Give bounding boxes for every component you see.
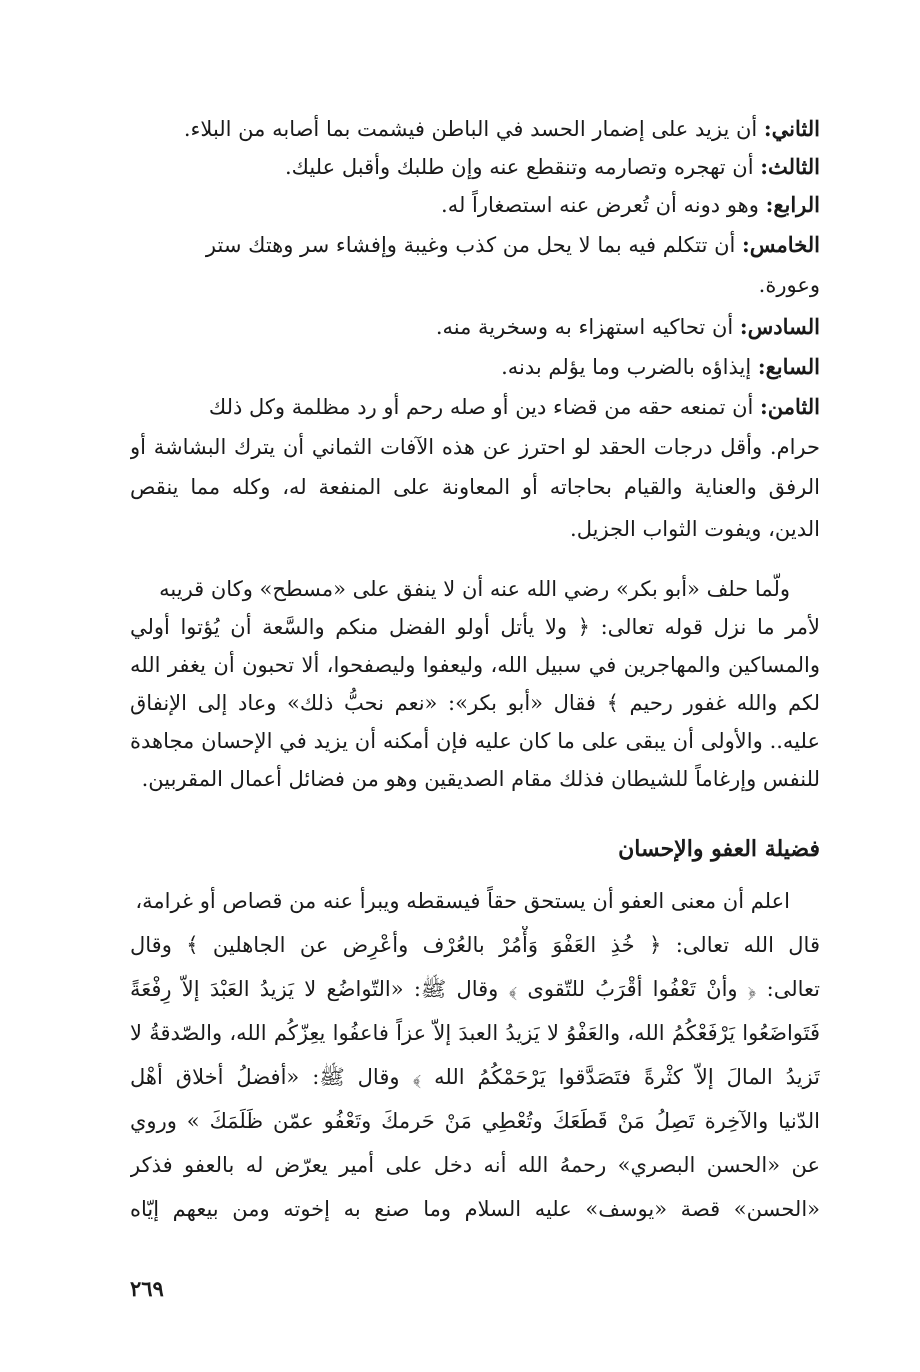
paragraph-line: اعلم أن معنى العفو أن يستحق حقاً فيسقطه ويبرأ عنه من قصاص أو غرامة،: [135, 889, 790, 913]
list-item-label: الثالث:: [760, 154, 820, 179]
list-item: [441, 186, 820, 224]
list-item-label: الرابع:: [765, 192, 820, 217]
list-item: [184, 110, 820, 148]
list-item-text: أن تمنعه حقه من قضاء دين أو صله رحم أو رد مظلمة وكل ذلك: [208, 395, 761, 419]
paragraph-line: الرفق والعناية والقيام بحاجاته أو المعاونة على المنفعة له، وكله مما ينقص: [130, 475, 820, 499]
list-item-text: أن تحاكيه استهزاء به وسخرية منه.: [435, 315, 740, 339]
paragraph-line: الدّنيا والآخِرة تَصِلُ مَنْ قَطَعَكَ وتُعْطِي مَنْ حَرمكَ وتَعْفُو عمّن ظَلَمَكَ » وروي: [130, 1109, 820, 1133]
paragraph-line: قال الله تعالى: ﴿ خُذِ العَفْوَ وَأْمُرْ بالعُرْف وأعْرِض عن الجاهلين ﴾ وقال: [130, 933, 820, 957]
list-item-text: أن تهجره وتصارمه وتنقطع عنه وإن طلبك وأقبل عليك.: [284, 155, 761, 179]
list-item: [501, 348, 820, 386]
list-item: [436, 308, 820, 346]
paragraph-line: للنفس وإرغاماً للشيطان فذلك مقام الصديقين وهو من فضائل أعمال المقربين.: [141, 767, 820, 791]
list-item-text: وهو دونه أن تُعرض عنه استصغاراً له.: [441, 193, 766, 217]
paragraph-line: ولّما حلف «أبو بكر» رضي الله عنه أن لا ينفق على «مسطح» وكان قريبه: [159, 577, 790, 601]
paragraph-line: تعالى: ﴿ وأنْ تَعْفُوا أقْرَبُ للتّقوى ﴾ وقال ﷺ: «التّواضُع لا يَزيدُ العَبْدَ إلاّ رِفْعَةً: [130, 977, 820, 1001]
list-item: [285, 148, 820, 186]
list-item-text: وعورة.: [758, 273, 820, 297]
list-item-label: السادس:: [739, 314, 820, 339]
list-item-label: السابع:: [757, 354, 820, 379]
list-item-text: أن تتكلم فيه بما لا يحل من كذب وغيبة وإفشاء سر وهتك ستر: [205, 233, 743, 257]
list-item: [206, 226, 820, 264]
paragraph-line: الدين، ويفوت الثواب الجزيل.: [570, 517, 820, 541]
page-number: ٢٦٩: [130, 1276, 164, 1301]
list-item-continuation: [759, 266, 820, 304]
list-item-text: أن يزيد على إضمار الحسد في الباطن فيشمت بما أصابه من البلاء.: [183, 117, 764, 141]
paragraph-line: «الحسن» قصة «يوسف» عليه السلام وما صنع به إخوته ومن بيعهم إيّاه: [130, 1197, 820, 1221]
paragraph-line: تَزيدُ المالَ إلاّ كثْرةً فتَصَدَّقوا يَرْحَمْكُمُ الله ﴾ وقال ﷺ: «أفضلُ أخلاق أهْل: [130, 1065, 820, 1089]
section-heading: فضيلة العفو والإحسان: [618, 836, 820, 862]
paragraph-line: عن «الحسن البصري» رحمهُ الله أنه دخل على أمير يعرّض له بالعفو فذكر: [130, 1153, 820, 1177]
list-item-label: الثاني:: [763, 116, 820, 141]
paragraph-line: حرام. وأقل درجات الحقد لو احترز عن هذه الآفات الثماني أن يترك البشاشة أو: [130, 435, 820, 459]
list-item-label: الثامن:: [760, 394, 820, 419]
paragraph-line: فَتَواضَعُوا يَرْفَعْكُمُ الله، والعَفْوُ لا يَزيدُ العبدَ إلاّ عزاً فاعفُوا يعِزّكُم الله، والصّدقةُ لا: [130, 1021, 820, 1045]
list-item-label: الخامس:: [742, 232, 820, 257]
paragraph-line: لكم والله غفور رحيم ﴾ فقال «أبو بكر»: «نعم نحبُّ ذلك» وعاد إلى الإنفاق: [130, 691, 820, 715]
list-item: [209, 388, 820, 426]
paragraph-line: والمساكين والمهاجرين في سبيل الله، وليعفوا وليصفحوا، ألا تحبون أن يغفر الله: [130, 653, 820, 677]
list-item-text: إيذاؤه بالضرب وما يؤلم بدنه.: [501, 355, 758, 379]
paragraph-line: لأمر ما نزل قوله تعالى: ﴿ ولا يأتل أولو الفضل منكم والسَّعة أن يُؤتوا أولي: [130, 615, 820, 639]
paragraph-line: عليه.. والأولى أن يبقى على ما كان عليه فإن أمكنه أن يزيد في الإحسان مجاهدة: [130, 729, 820, 753]
